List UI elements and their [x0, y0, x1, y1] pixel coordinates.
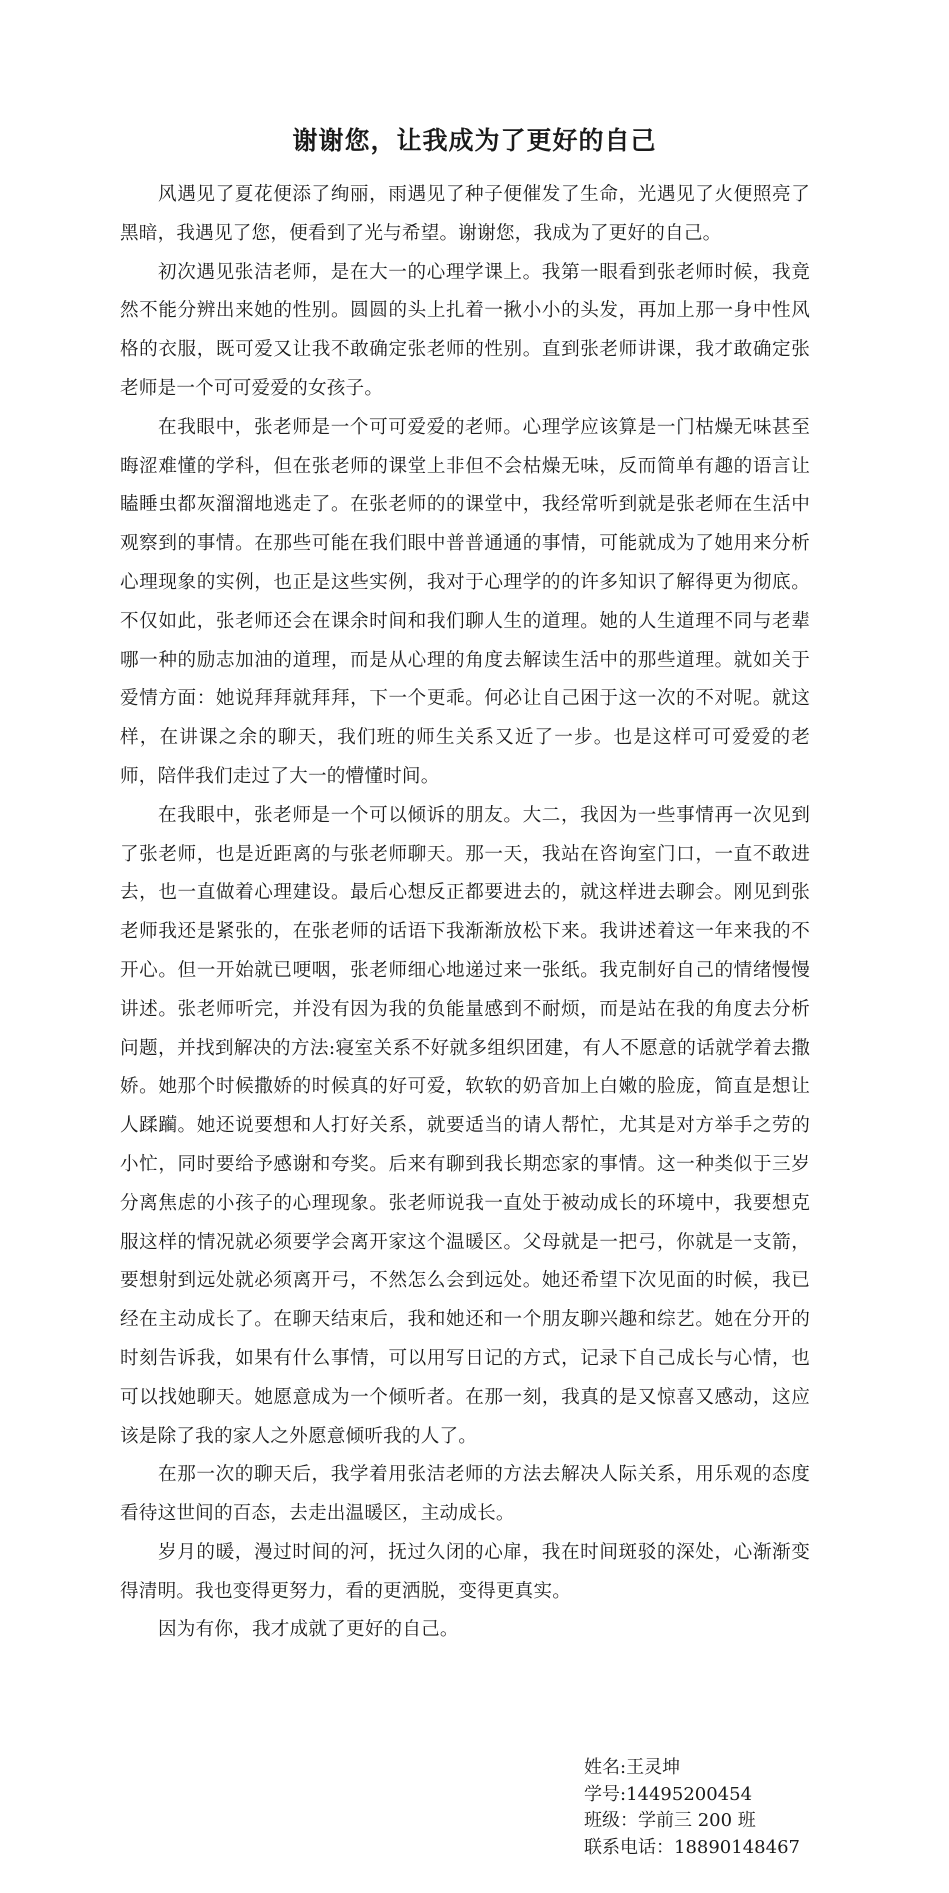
document-title: 谢谢您，让我成为了更好的自己 [292, 126, 657, 155]
paragraph-1: 风遇见了夏花便添了绚丽，雨遇见了种子便催发了生命，光遇见了火便照亮了黑暗，我遇见了您，便看到了光与希望。谢谢您，我成为了更好的自己。 [120, 184, 810, 244]
paragraph-7: 因为有你，我才成就了更好的自己。 [158, 1619, 459, 1641]
signature-name: 姓名:王灵坤 [584, 1757, 681, 1778]
paragraph-3: 在我眼中，张老师是一个可可爱爱的老师。心理学应该算是一门枯燥无味甚至晦涩难懂的学科，但在张老师的课堂上非但不会枯燥无味，反而简单有趣的语言让瞌睡虫都灰溜溜地逃走了。在张老师的的课堂中，我经常听到就是张老师在生活中观察到的事情。在那些可能在我们眼中普普通通的事情，可能就成为了她用来分析心理现象的实例，也正是这些实例，我对于心理学的的许多知识了解得更为彻底。不仅如此，张老师还会在课余时间和我们聊人生的道理。她的人生道理不同与老辈哪一种的励志加油的道理，而是从心理的角度去解读生活中的那些道理。就如关于爱情方面：她说拜拜就拜拜，下一个更乖。何必让自己困于这一次的不对呢。就这样，在讲课之余的聊天，我们班的师生关系又近了一步。也是这样可可爱爱的老师，陪伴我们走过了大一的懵懂时间。 [120, 416, 810, 787]
paragraph-4: 在我眼中，张老师是一个可以倾诉的朋友。大二，我因为一些事情再一次见到了张老师，也是近距离的与张老师聊天。那一天，我站在咨询室门口，一直不敢进去，也一直做着心理建设。最后心想反正都要进去的，就这样进去聊会。刚见到张老师我还是紧张的，在张老师的话语下我渐渐放松下来。我讲述着这一年来我的不开心。但一开始就已哽咽，张老师细心地递过来一张纸。我克制好自己的情绪慢慢讲述。张老师听完，并没有因为我的负能量感到不耐烦，而是站在我的角度去分析问题，并找到解决的方法:寝室关系不好就多组织团建，有人不愿意的话就学着去撒娇。她那个时候撒娇的时候真的好可爱，软软的奶音加上白嫩的脸庞，简直是想让人蹂躏。她还说要想和人打好关系，就要适当的请人帮忙，尤其是对方举手之劳的小忙，同时要给予感谢和夸奖。后来有聊到我长期恋家的事情。这一种类似于三岁分离焦虑的小孩子的心理现象。张老师说我一直处于被动成长的环境中，我要想克服这样的情况就必须要学会离开家这个温暖区。父母就是一把弓，你就是一支箭，要想射到远处就必须离开弓，不然怎么会到远处。她还希望下次见面的时候，我已经在主动成长了。在聊天结束后，我和她还和一个朋友聊兴趣和综艺。她在分开的时刻告诉我，如果有什么事情，可以用写日记的方式，记录下自己成长与心情，也可以找她聊天。她愿意成为一个倾听者。在那一刻，我真的是又惊喜又感动，这应该是除了我的家人之外愿意倾听我的人了。 [120, 804, 810, 1447]
paragraph-2: 初次遇见张洁老师，是在大一的心理学课上。我第一眼看到张老师时候，我竟然不能分辨出来她的性别。圆圆的头上扎着一揪小小的头发，再加上那一身中性风格的衣服，既可爱又让我不敢确定张老师的性别。直到张老师讲课，我才敢确定张老师是一个可可爱爱的女孩子。 [120, 261, 810, 399]
paragraph-5: 在那一次的聊天后，我学着用张洁老师的方法去解决人际关系，用乐观的态度看待这世间的百态，去走出温暖区，主动成长。 [120, 1464, 810, 1525]
signature-phone: 联系电话：18890148467 [584, 1836, 800, 1858]
document-body [120, 176, 810, 1650]
paragraph-6: 岁月的暖，漫过时间的河，抚过久闭的心扉，我在时间斑驳的深处，心渐渐变得清明。我也变得更努力，看的更洒脱，变得更真实。 [120, 1541, 810, 1602]
signature-block [584, 1755, 914, 1861]
signature-class: 班级：学前三 200 班 [584, 1810, 756, 1831]
signature-student-id: 学号:14495200454 [584, 1783, 753, 1805]
